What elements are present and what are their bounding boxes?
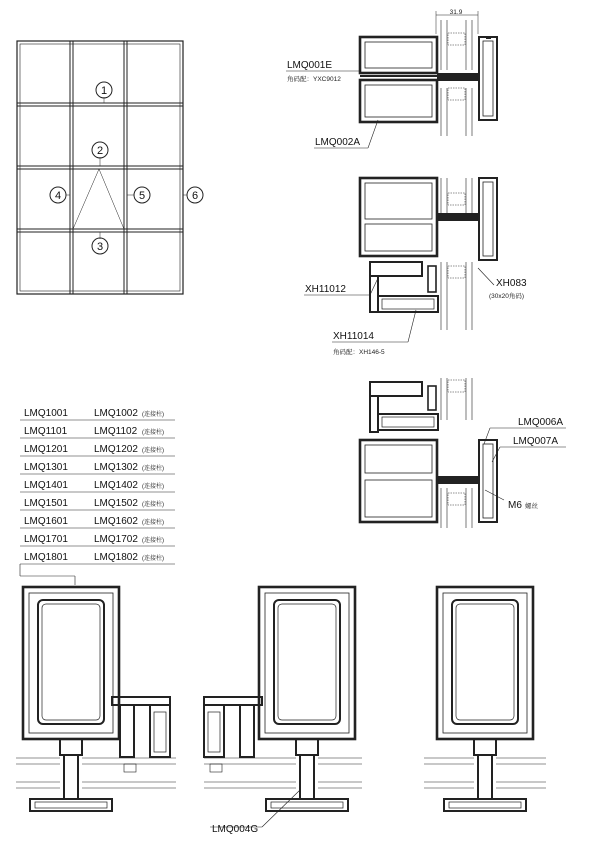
label-lmq004g: LMQ004G bbox=[212, 824, 259, 835]
table-cell: LMQ1802 bbox=[94, 552, 138, 563]
table-note: (连接柱) bbox=[142, 520, 164, 526]
table-cell: LMQ1402 bbox=[94, 480, 138, 491]
section-marker-2[interactable] bbox=[92, 142, 108, 158]
table-cell: LMQ1202 bbox=[94, 444, 138, 455]
label-lmq006a: LMQ006A bbox=[518, 417, 564, 428]
table-cell: LMQ1102 bbox=[94, 426, 138, 437]
marker-2-label: 2 bbox=[96, 145, 104, 157]
table-note: (连接柱) bbox=[142, 412, 164, 418]
dimension-text: 31.9 bbox=[449, 9, 463, 16]
label-m6: M6 bbox=[508, 500, 522, 511]
mullion-section-middle bbox=[204, 587, 362, 811]
marker-5-label: 5 bbox=[138, 190, 146, 202]
section-marker-4[interactable] bbox=[50, 187, 66, 203]
table-cell: LMQ1801 bbox=[24, 552, 68, 563]
section-marker-5[interactable] bbox=[134, 187, 150, 203]
section-marker-6[interactable] bbox=[187, 187, 203, 203]
label-lmq007a: LMQ007A bbox=[513, 436, 559, 447]
marker-3-label: 3 bbox=[96, 241, 104, 253]
table-note: (连接柱) bbox=[142, 538, 164, 544]
table-note: (连接柱) bbox=[142, 448, 164, 454]
table-cell: LMQ1502 bbox=[94, 498, 138, 509]
table-note: (连接柱) bbox=[142, 556, 164, 562]
middle-section-detail bbox=[360, 178, 497, 330]
table-note: (连接柱) bbox=[142, 466, 164, 472]
table-cell: LMQ1201 bbox=[24, 444, 68, 455]
table-rows bbox=[24, 408, 164, 563]
marker-1-label: 1 bbox=[100, 85, 108, 97]
marker-6-label: 6 bbox=[191, 190, 199, 202]
table-cell: LMQ1702 bbox=[94, 534, 138, 545]
top-section-detail bbox=[360, 11, 497, 136]
label-xh11014: XH11014 bbox=[333, 331, 374, 342]
table-cell: LMQ1602 bbox=[94, 516, 138, 527]
lower-section-detail bbox=[360, 378, 497, 528]
table-cell: LMQ1701 bbox=[24, 534, 68, 545]
table-cell: LMQ1401 bbox=[24, 480, 68, 491]
table-cell: LMQ1302 bbox=[94, 462, 138, 473]
note-xh146: 角码配：XH146-5 bbox=[333, 349, 385, 356]
mullion-section-right bbox=[424, 587, 546, 811]
label-xh11012: XH11012 bbox=[305, 284, 346, 295]
section-marker-1[interactable] bbox=[96, 82, 112, 98]
table-cell: LMQ1002 bbox=[94, 408, 138, 419]
note-xh083: (30x20角码) bbox=[489, 293, 525, 300]
label-lmq001e: LMQ001E bbox=[287, 60, 333, 71]
table-note: (连接柱) bbox=[142, 430, 164, 436]
table-note: (连接柱) bbox=[142, 484, 164, 490]
table-cell: LMQ1601 bbox=[24, 516, 68, 527]
table-cell: LMQ1101 bbox=[24, 426, 68, 437]
table-cell: LMQ1501 bbox=[24, 498, 68, 509]
table-cell: LMQ1301 bbox=[24, 462, 68, 473]
section-marker-3[interactable] bbox=[92, 238, 108, 254]
table-cell: LMQ1001 bbox=[24, 408, 68, 419]
mullion-section-left bbox=[16, 587, 176, 811]
marker-4-label: 4 bbox=[54, 190, 62, 202]
label-lmq002a: LMQ002A bbox=[315, 137, 361, 148]
label-xh083: XH083 bbox=[496, 278, 527, 289]
note-m6: 螺丝 bbox=[525, 503, 538, 510]
note-yxc9012: 角码配：YXC9012 bbox=[287, 76, 341, 83]
table-note: (连接柱) bbox=[142, 502, 164, 508]
curtain-wall-elevation bbox=[17, 41, 187, 294]
